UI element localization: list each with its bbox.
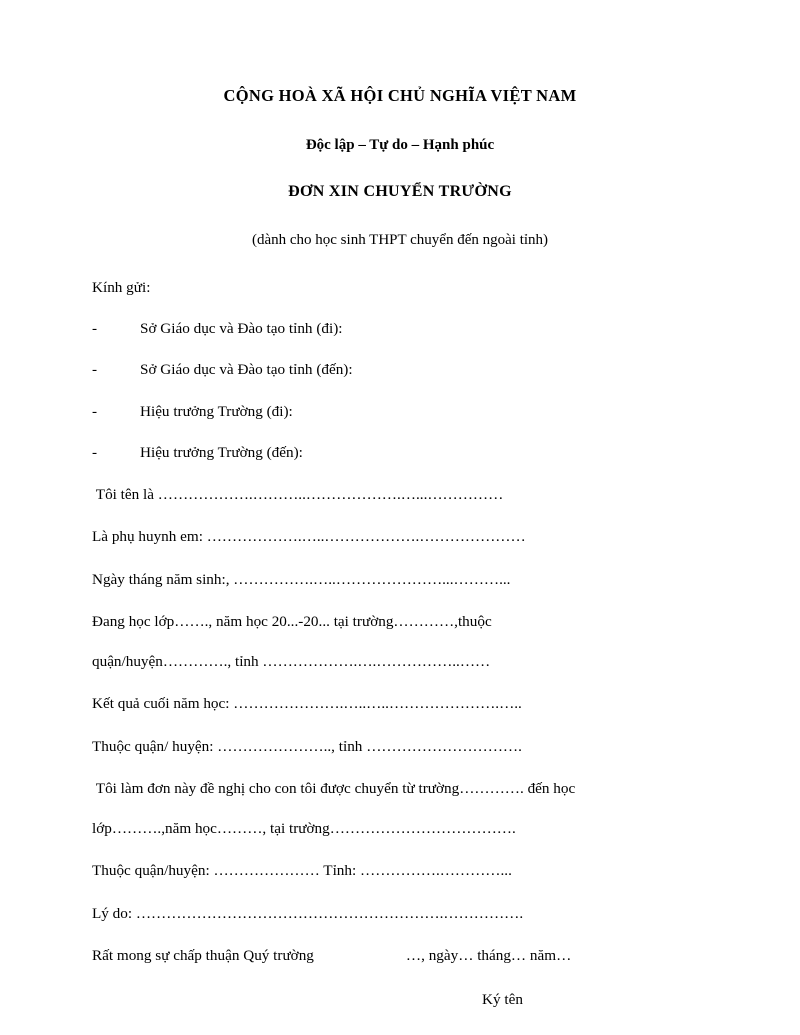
date-placeholder: …, ngày… tháng… năm…: [405, 946, 572, 964]
document-header: [0, 0, 800, 249]
bullet-marker-icon: -: [92, 443, 98, 461]
bullet-marker-icon: -: [92, 402, 98, 420]
field-destination-district-province: Thuộc quận/huyện: ………………… Tỉnh: …………….…………...: [92, 862, 512, 880]
recipient-item-2: [92, 338, 760, 379]
field-current-class: Đang học lớp……., năm học 20...-20... tại trường…………,thuộc: [92, 612, 492, 630]
national-motto: Độc lập – Tự do – Hạnh phúc: [305, 136, 495, 153]
recipient-item-4: [92, 421, 760, 462]
closing-row: [92, 923, 760, 965]
recipient-label: Hiệu trưởng Trường (đến):: [140, 443, 303, 461]
bullet-marker-icon: -: [92, 320, 98, 338]
bullet-marker-icon: -: [92, 361, 98, 379]
field-parent-of-student: Là phụ huynh em: ……………….…..……………….…………………: [92, 528, 526, 546]
signature-block: [92, 965, 760, 1009]
field-year-end-result: Kết quả cuối năm học: ………………….…..…..………………….…..: [92, 695, 522, 713]
page-subtitle: (dành cho học sinh THPT chuyển đến ngoài tỉnh): [251, 231, 549, 248]
salutation-label: Kính gửi:: [92, 278, 151, 296]
field-current-class-continued: quận/huyện…………., tỉnh ……………….….……………..……: [92, 653, 491, 671]
field-transfer-request: Tôi làm đơn này đề nghị cho con tôi được chuyển từ trường…………. đến học: [92, 779, 576, 797]
field-date-of-birth: Ngày tháng năm sinh:, …………….…..…………………...………...: [92, 570, 511, 588]
field-reason: Lý do: …………………………………………………….…………….: [92, 904, 524, 922]
recipient-item-1: [92, 297, 760, 338]
page-title: ĐƠN XIN CHUYỂN TRƯỜNG: [288, 182, 512, 200]
recipient-item-3: [92, 380, 760, 421]
document-content: [0, 249, 800, 1009]
closing-statement: Rất mong sự chấp thuận Quý trường: [92, 946, 314, 964]
field-transfer-request-continued: lớp……….,năm học………, tại trường……………………………….: [92, 820, 516, 838]
field-applicant-name: Tôi tên là ……………….………..……………….…...……………: [92, 486, 504, 504]
national-title: CỘNG HOÀ XÃ HỘI CHỦ NGHĨA VIỆT NAM: [223, 86, 577, 105]
recipient-label: Hiệu trưởng Trường (đi):: [140, 402, 293, 420]
field-origin-district-province: Thuộc quận/ huyện: ………………….., tỉnh ………………………….: [92, 737, 522, 755]
recipient-label: Sở Giáo dục và Đào tạo tỉnh (đi):: [140, 320, 343, 338]
recipient-label: Sở Giáo dục và Đào tạo tỉnh (đến):: [140, 361, 353, 379]
signature-label: Ký tên: [482, 990, 523, 1008]
